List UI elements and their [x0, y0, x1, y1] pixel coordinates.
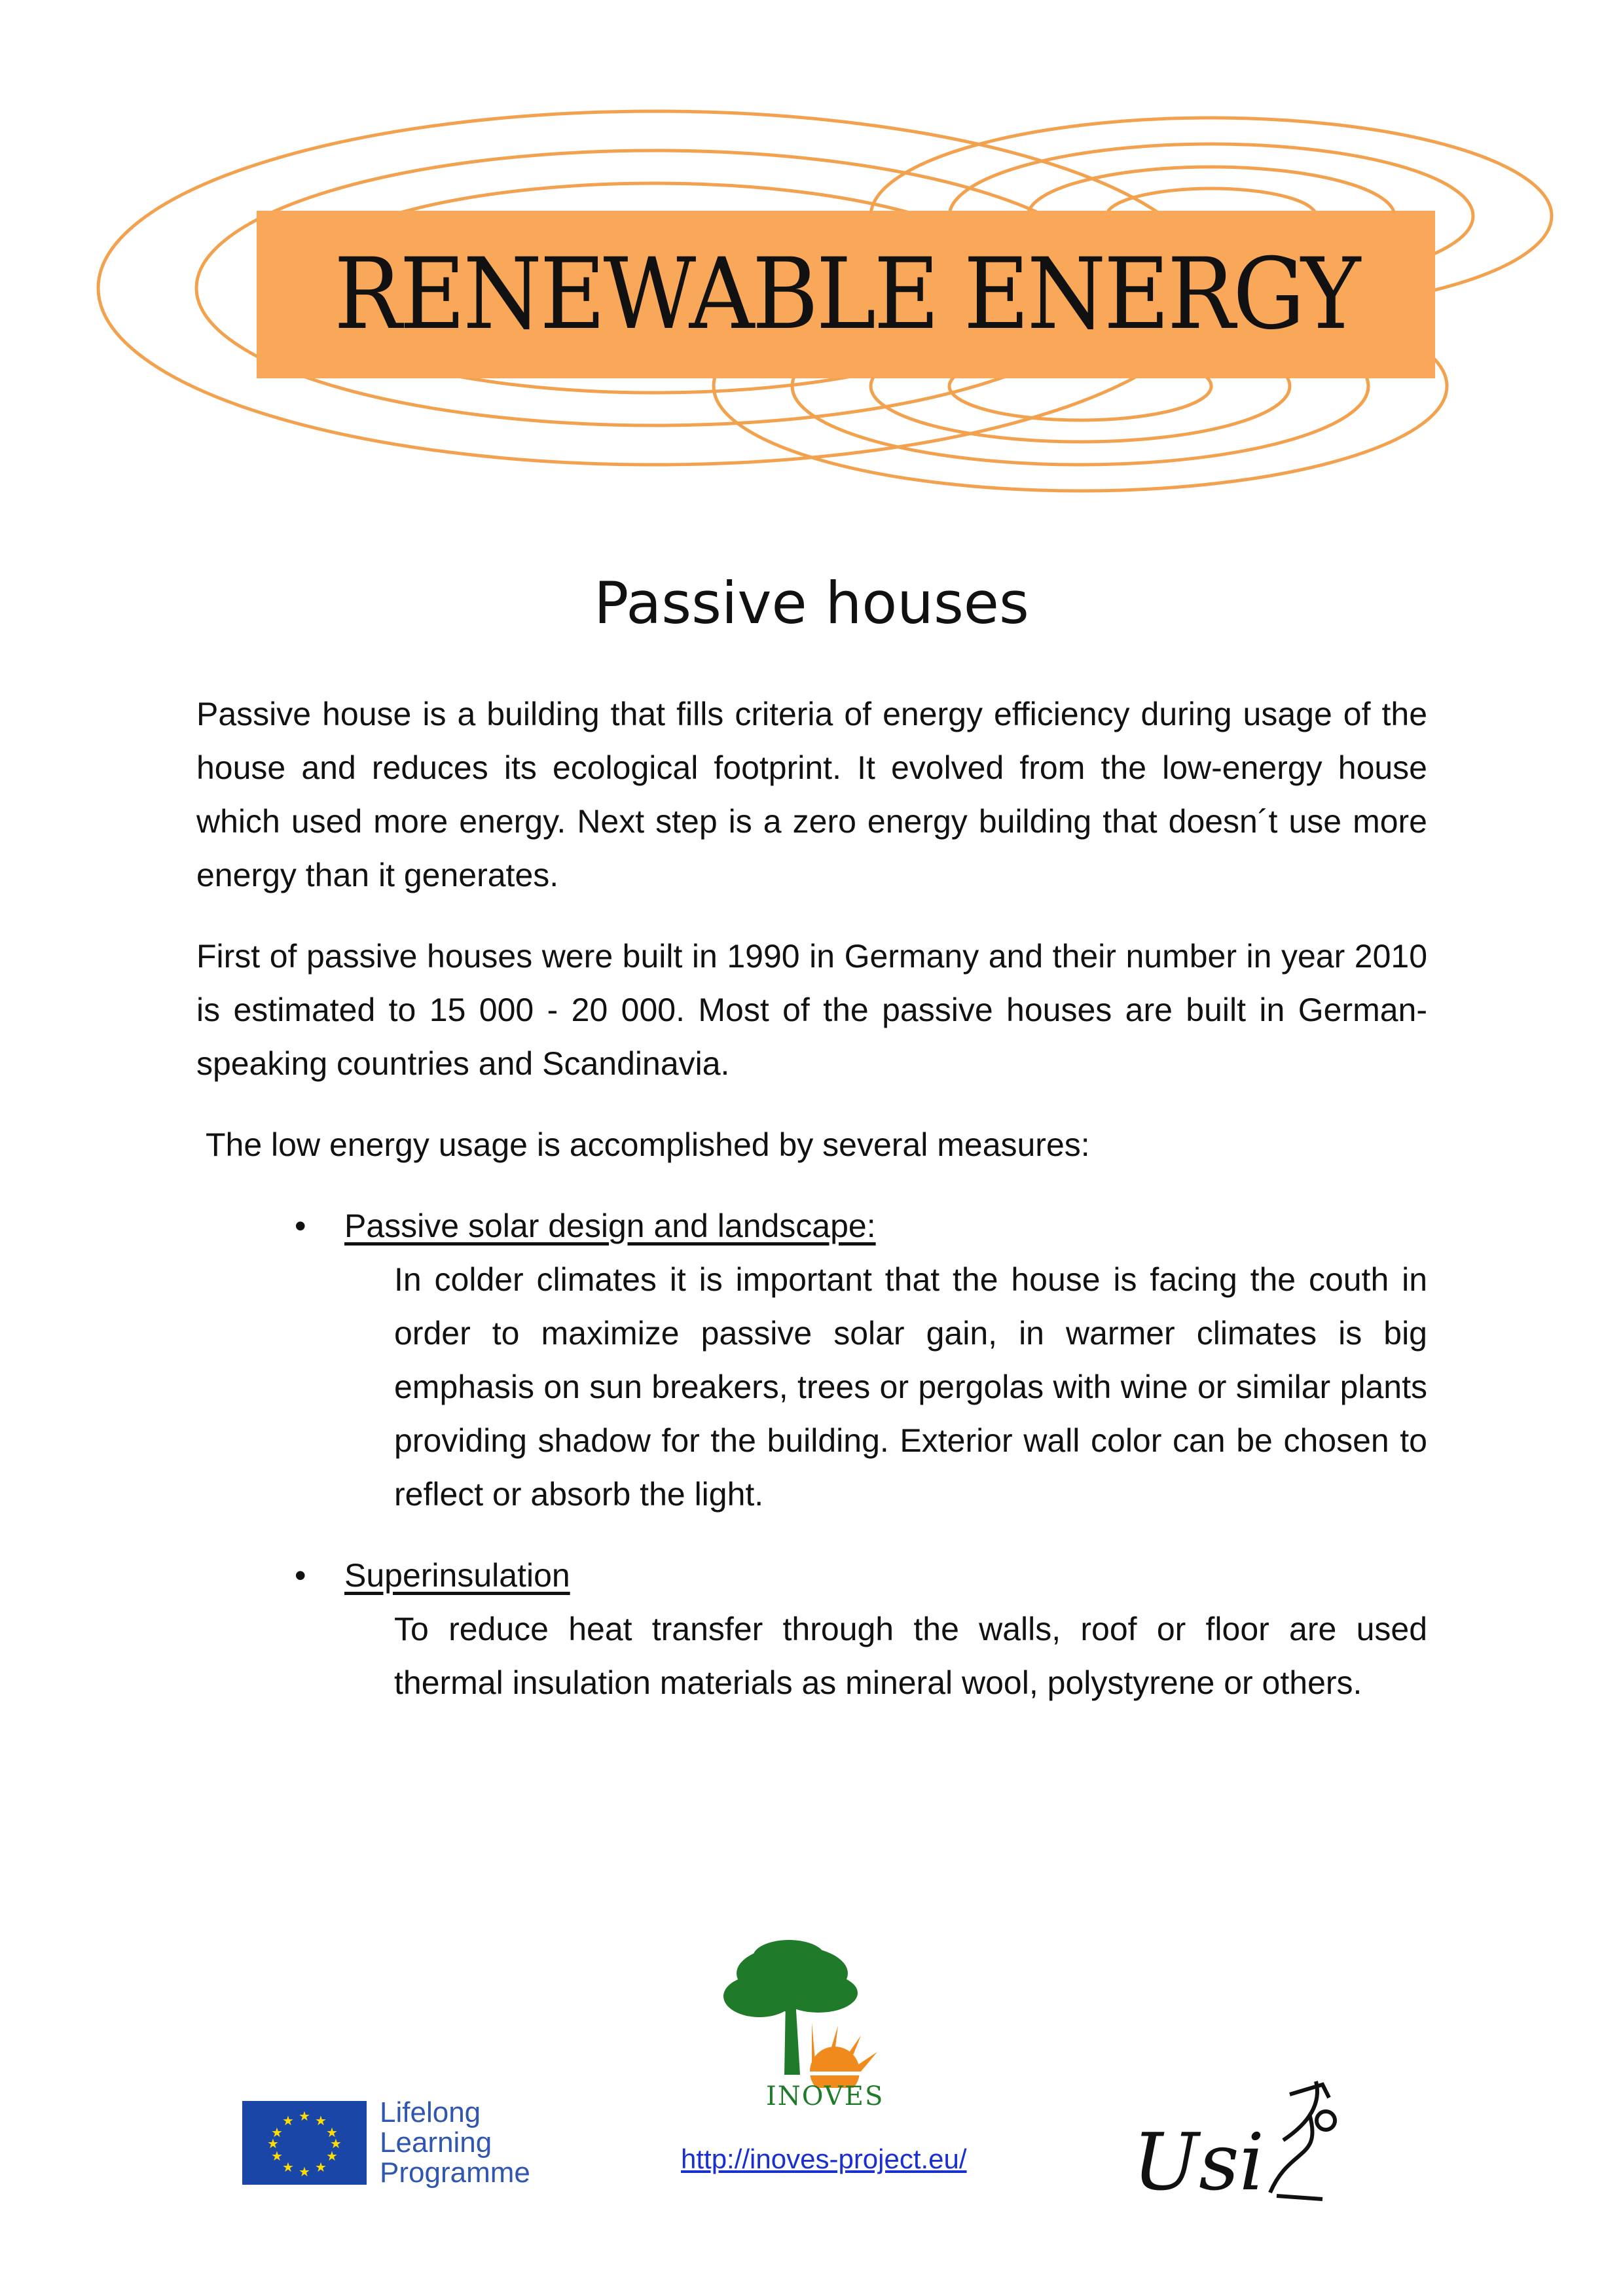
svg-text:★: ★: [267, 2136, 279, 2151]
article-body: [196, 687, 1427, 1737]
measure-title: Superinsulation: [344, 1557, 570, 1594]
svg-text:★: ★: [315, 2159, 327, 2175]
eu-text-line: Learning: [380, 2126, 492, 2159]
svg-text:★: ★: [326, 2148, 338, 2164]
measures-intro: The low energy usage is accomplished by several measures:: [206, 1126, 1090, 1163]
project-website-link[interactable]: http://inoves-project.eu/: [681, 2144, 967, 2174]
bullet-icon: •: [295, 1557, 306, 1594]
svg-text:★: ★: [271, 2148, 283, 2164]
svg-text:★: ★: [299, 2108, 310, 2124]
measure-title: Passive solar design and landscape:: [344, 1208, 876, 1244]
title-banner: [257, 211, 1435, 378]
svg-text:Usi: Usi: [1133, 2117, 1265, 2208]
eu-text-line: Lifelong: [380, 2096, 481, 2128]
svg-text:★: ★: [282, 2113, 294, 2128]
svg-text:★: ★: [282, 2159, 294, 2175]
footer: [0, 1937, 1623, 2296]
eu-flag-icon: [242, 2101, 367, 2185]
banner-title: RENEWABLE ENERGY: [333, 238, 1359, 351]
svg-text:★: ★: [326, 2125, 338, 2140]
bullet-icon: •: [295, 1208, 306, 1244]
page-title: Passive houses: [594, 569, 1029, 637]
header-banner: [0, 0, 1623, 524]
list-item: [196, 1199, 1427, 1521]
eu-text-line: Programme: [380, 2157, 530, 2189]
measure-text: In colder climates it is important that the house is facing the couth in order to maximize passive solar gain, in warmer climates is big emphasis on sun breakers, trees or pergolas with wine or similar plants providing shadow for the building. Exterior wall color can be chosen to reflect or absorb the light.: [394, 1261, 1427, 1513]
svg-text:★: ★: [315, 2113, 327, 2128]
eu-programme-text: [380, 2098, 530, 2188]
paragraph-history: First of passive houses were built in 1990 in Germany and their number in year 2010 is estimated to 15 000 - 20 000. Most of the passive houses are built in German-speaking countries and Scandinavia.: [196, 938, 1427, 1082]
paragraph-intro: Passive house is a building that fills criteria of energy efficiency during usage of the house and reduces its ecological footprint. It evolved from the low-energy house which used more energy. Next step is a zero energy building that doesn´t use more energy than it generates.: [196, 696, 1427, 893]
svg-text:★: ★: [299, 2164, 310, 2179]
list-item: [196, 1549, 1427, 1710]
usi-logo-icon: [1126, 2068, 1349, 2212]
eu-lifelong-learning-logo: [242, 2098, 530, 2188]
inoves-name: INOVES: [766, 2081, 884, 2111]
measure-text: To reduce heat transfer through the walls, roof or floor are used thermal insulation materials as mineral wool, polystyrene or others.: [394, 1611, 1427, 1701]
measures-list: [196, 1199, 1427, 1710]
svg-text:★: ★: [330, 2136, 342, 2151]
svg-text:★: ★: [271, 2125, 283, 2140]
